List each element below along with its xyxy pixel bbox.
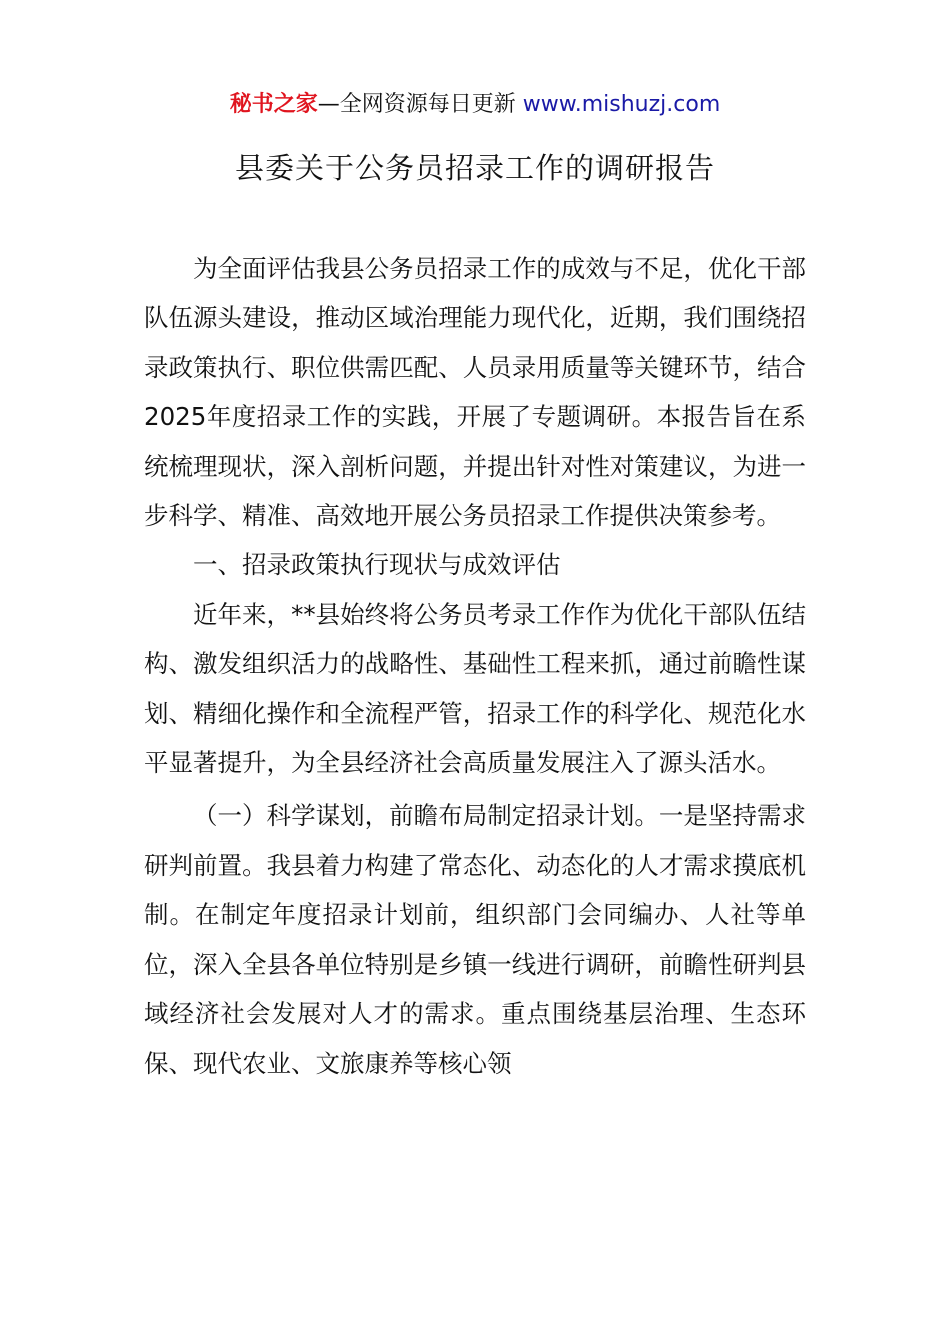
site-banner — [0, 88, 950, 122]
site-url-link[interactable]: www.mishuzj.com — [522, 92, 721, 117]
document-title: 县委关于公务员招录工作的调研报告 — [234, 151, 715, 185]
section-paragraph: 近年来，**县始终将公务员考录工作作为优化干部队伍结构、激发组织活力的战略性、基础性工程来抓，通过前瞻性谋划、精细化操作和全流程严管，招录工作的科学化、规范化水平显著提升，为全县经济社会高质量发展注入了源头活水。 — [144, 599, 806, 778]
section-heading: 一、招录政策执行现状与成效评估 — [193, 550, 561, 580]
intro-paragraph: 为全面评估我县公务员招录工作的成效与不足，优化干部队伍源头建设，推动区域治理能力现代化，近期，我们围绕招录政策执行、职位供需匹配、人员录用质量等关键环节，结合2025年度招录工作的实践，开展了专题调研。本报告旨在系统梳理现状，深入剖析问题，并提出针对性对策建议，为进一步科学、精准、高效地开展公务员招录工作提供决策参考。 — [144, 254, 806, 531]
document-body — [144, 244, 806, 1088]
subsection-paragraph: （一）科学谋划，前瞻布局制定招录计划。一是坚持需求研判前置。我县着力构建了常态化、动态化的人才需求摸底机制。在制定年度招录计划前，组织部门会同编办、人社等单位，深入全县各单位特别是乡镇一线进行调研，前瞻性研判县域经济社会发展对人才的需求。重点围绕基层治理、生态环保、现代农业、文旅康养等核心领 — [144, 801, 806, 1078]
brand-name: 秘书之家 — [229, 92, 318, 117]
banner-tagline: —全网资源每日更新 — [317, 92, 516, 117]
